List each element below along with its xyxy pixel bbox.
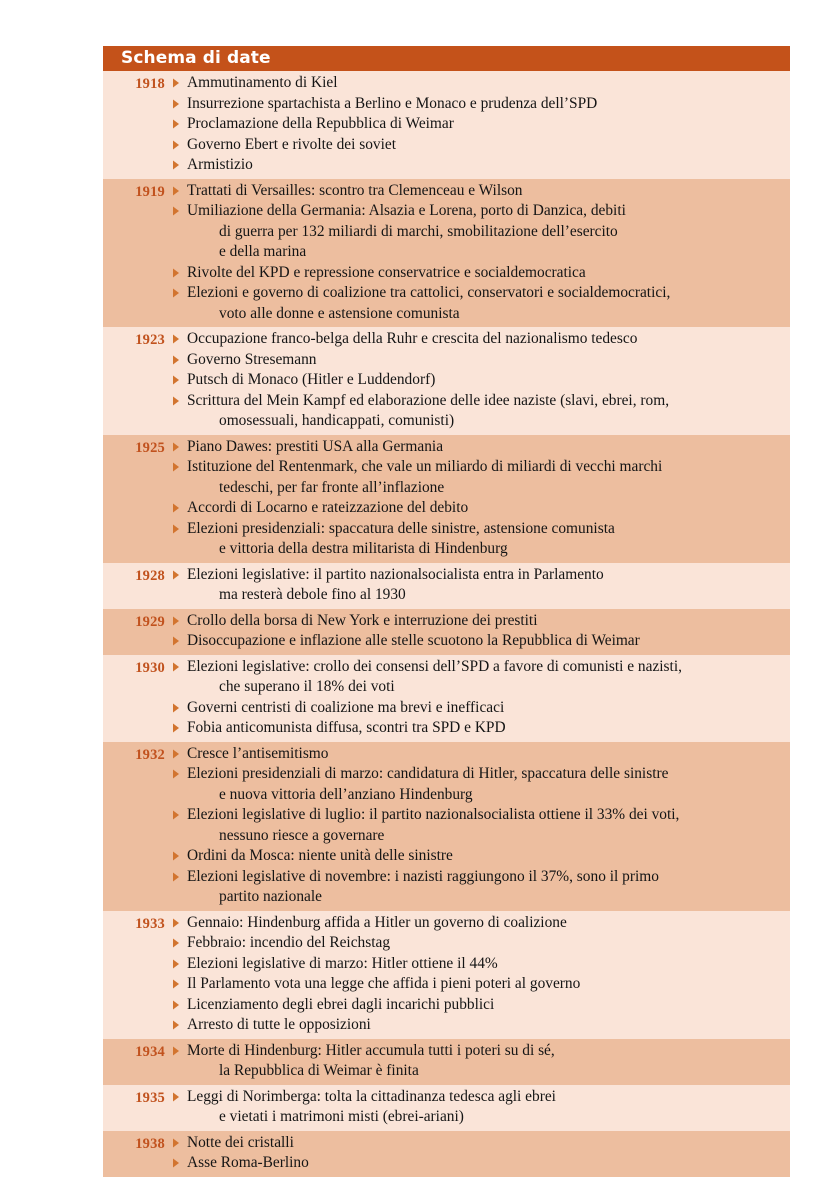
- table-header-bar: [103, 46, 790, 71]
- event-list: [165, 565, 790, 606]
- list-item: [165, 370, 790, 391]
- event-line: Elezioni presidenziali di marzo: candidatura di Hitler, spaccatura delle sinistre: [187, 765, 669, 782]
- event-line: Asse Roma-Berlino: [187, 1154, 309, 1171]
- triangle-right-icon: [165, 263, 187, 284]
- timeline-row: [103, 435, 790, 563]
- event-line-continuation: partito nazionale: [219, 888, 322, 905]
- triangle-right-icon: [165, 201, 187, 222]
- list-item: [165, 201, 790, 263]
- triangle-right-icon: [165, 1133, 187, 1154]
- list-item: [165, 611, 790, 632]
- event-line: Cresce l’antisemitismo: [187, 744, 329, 762]
- event-line: Licenziamento degli ebrei dagli incarichi pubblici: [187, 995, 495, 1013]
- event-line: Istituzione del Rentenmark, che vale un miliardo di miliardi di vecchi marchi: [187, 458, 663, 475]
- list-item: [165, 846, 790, 867]
- triangle-right-icon: [165, 135, 187, 156]
- event-line: Insurrezione spartachista a Berlino e Monaco e prudenza dell’SPD: [187, 94, 598, 112]
- triangle-right-icon: [165, 744, 187, 765]
- year-label: 1928: [135, 567, 165, 584]
- triangle-right-icon: [165, 437, 187, 458]
- event-text: [187, 519, 790, 560]
- timeline-row: [103, 655, 790, 742]
- event-list: [165, 744, 790, 908]
- event-line: Armistizio: [187, 156, 253, 173]
- event-line-continuation: e nuova vittoria dell’anziano Hindenburg: [219, 785, 473, 803]
- event-line-continuation: la Repubblica di Weimar è finita: [219, 1062, 419, 1079]
- event-line-continuation: e della marina: [219, 243, 307, 260]
- event-line: Ordini da Mosca: niente unità delle sinistre: [187, 847, 453, 864]
- timeline-rows: [103, 71, 790, 1177]
- list-item: [165, 498, 790, 519]
- year-label: 1929: [135, 613, 165, 630]
- event-text: [187, 1041, 790, 1082]
- list-item: [165, 519, 790, 560]
- timeline-row: [103, 1039, 790, 1085]
- list-item: [165, 913, 790, 934]
- timeline-row: [103, 563, 790, 609]
- triangle-right-icon: [165, 1087, 187, 1108]
- event-line: Disoccupazione e inflazione alle stelle scuotono la Repubblica di Weimar: [187, 632, 640, 649]
- timeline-row: [103, 179, 790, 328]
- list-item: [165, 718, 790, 739]
- event-line: Elezioni presidenziali: spaccatura delle sinistre, astensione comunista: [187, 519, 615, 537]
- event-line-continuation: e vittoria della destra militarista di Hindenburg: [219, 540, 508, 557]
- triangle-right-icon: [165, 805, 187, 826]
- event-text: [187, 867, 790, 908]
- event-text: [187, 283, 790, 324]
- event-line: Putsch di Monaco (Hitler e Luddendorf): [187, 371, 436, 388]
- event-text: [187, 933, 790, 954]
- event-text: [187, 1015, 790, 1036]
- event-list: [165, 611, 790, 652]
- list-item: [165, 391, 790, 432]
- triangle-right-icon: [165, 974, 187, 995]
- year-label: 1932: [135, 746, 165, 763]
- event-list: [165, 1087, 790, 1128]
- year-label: 1938: [135, 1135, 165, 1152]
- list-item: [165, 181, 790, 202]
- event-text: [187, 498, 790, 519]
- triangle-right-icon: [165, 181, 187, 202]
- triangle-right-icon: [165, 1041, 187, 1062]
- event-text: [187, 631, 790, 652]
- list-item: [165, 995, 790, 1016]
- event-line-continuation: omosessuali, handicappati, comunisti): [219, 412, 455, 429]
- event-text: [187, 657, 790, 698]
- triangle-right-icon: [165, 867, 187, 888]
- event-line: Governi centristi di coalizione ma brevi e inefficaci: [187, 698, 505, 716]
- triangle-right-icon: [165, 846, 187, 867]
- list-item: [165, 1015, 790, 1036]
- year-label: 1919: [135, 183, 165, 200]
- triangle-right-icon: [165, 155, 187, 176]
- event-text: [187, 764, 790, 805]
- event-text: [187, 135, 790, 156]
- event-list: [165, 913, 790, 1036]
- event-line: Crollo della borsa di New York e interruzione dei prestiti: [187, 611, 538, 629]
- event-text: [187, 995, 790, 1016]
- triangle-right-icon: [165, 764, 187, 785]
- year-label: 1933: [135, 915, 165, 932]
- list-item: [165, 565, 790, 606]
- event-line: Governo Ebert e rivolte dei soviet: [187, 135, 396, 153]
- event-text: [187, 1153, 790, 1174]
- timeline-row: [103, 911, 790, 1039]
- event-line-continuation: e vietati i matrimoni misti (ebrei-ariani): [219, 1108, 464, 1125]
- event-text: [187, 391, 790, 432]
- event-text: [187, 329, 790, 350]
- triangle-right-icon: [165, 657, 187, 678]
- triangle-right-icon: [165, 350, 187, 371]
- triangle-right-icon: [165, 283, 187, 304]
- list-item: [165, 1041, 790, 1082]
- event-text: [187, 114, 790, 135]
- triangle-right-icon: [165, 631, 187, 652]
- year-label: 1925: [135, 439, 165, 456]
- list-item: [165, 805, 790, 846]
- list-item: [165, 954, 790, 975]
- year-label: 1930: [135, 659, 165, 676]
- timeline-row: [103, 609, 790, 655]
- event-line-continuation: voto alle donne e astensione comunista: [219, 304, 460, 322]
- triangle-right-icon: [165, 698, 187, 719]
- event-line: Elezioni legislative: crollo dei consensi dell’SPD a favore di comunisti e nazisti,: [187, 657, 682, 675]
- event-text: [187, 370, 790, 391]
- list-item: [165, 698, 790, 719]
- list-item: [165, 263, 790, 284]
- list-item: [165, 135, 790, 156]
- event-text: [187, 94, 790, 115]
- event-list: [165, 181, 790, 325]
- event-line: Accordi di Locarno e rateizzazione del debito: [187, 499, 469, 516]
- event-text: [187, 181, 790, 202]
- list-item: [165, 1087, 790, 1128]
- event-line: Leggi di Norimberga: tolta la cittadinanza tedesca agli ebrei: [187, 1087, 556, 1105]
- triangle-right-icon: [165, 565, 187, 586]
- triangle-right-icon: [165, 611, 187, 632]
- event-text: [187, 913, 790, 934]
- event-list: [165, 1133, 790, 1174]
- event-line-continuation: ma resterà debole fino al 1930: [219, 586, 406, 603]
- year-label: 1918: [135, 76, 165, 92]
- event-text: [187, 457, 790, 498]
- event-text: [187, 1133, 790, 1154]
- event-line: Fobia anticomunista diffusa, scontri tra SPD e KPD: [187, 719, 506, 736]
- event-line: Rivolte del KPD e repressione conservatrice e socialdemocratica: [187, 263, 586, 281]
- event-text: [187, 350, 790, 371]
- list-item: [165, 350, 790, 371]
- event-text: [187, 611, 790, 632]
- event-text: [187, 437, 790, 458]
- event-text: [187, 974, 790, 995]
- timeline-row: [103, 1131, 790, 1177]
- list-item: [165, 155, 790, 176]
- event-text: [187, 155, 790, 176]
- triangle-right-icon: [165, 718, 187, 739]
- list-item: [165, 974, 790, 995]
- triangle-right-icon: [165, 913, 187, 934]
- triangle-right-icon: [165, 519, 187, 540]
- page-title: Schema di date: [121, 48, 271, 68]
- event-line-continuation: che superano il 18% dei voti: [219, 678, 395, 695]
- triangle-right-icon: [165, 1153, 187, 1174]
- list-item: [165, 437, 790, 458]
- timeline-row: [103, 742, 790, 911]
- event-text: [187, 73, 790, 94]
- event-line: Elezioni legislative di luglio: il partito nazionalsocialista ottiene il 33% dei voti,: [187, 806, 680, 823]
- triangle-right-icon: [165, 391, 187, 412]
- schema-table: [103, 46, 790, 1177]
- event-line: Ammutinamento di Kiel: [187, 74, 338, 91]
- timeline-row: [103, 1085, 790, 1131]
- event-line: Notte dei cristalli: [187, 1133, 294, 1151]
- event-line: Piano Dawes: prestiti USA alla Germania: [187, 437, 444, 455]
- triangle-right-icon: [165, 933, 187, 954]
- list-item: [165, 933, 790, 954]
- list-item: [165, 744, 790, 765]
- list-item: [165, 457, 790, 498]
- triangle-right-icon: [165, 498, 187, 519]
- event-text: [187, 805, 790, 846]
- event-text: [187, 565, 790, 606]
- timeline-row: [103, 327, 790, 435]
- event-list: [165, 657, 790, 739]
- event-text: [187, 744, 790, 765]
- triangle-right-icon: [165, 114, 187, 135]
- list-item: [165, 764, 790, 805]
- list-item: [165, 1133, 790, 1154]
- triangle-right-icon: [165, 73, 187, 94]
- event-line: Governo Stresemann: [187, 350, 317, 368]
- triangle-right-icon: [165, 94, 187, 115]
- event-line-continuation: di guerra per 132 miliardi di marchi, smobilitazione dell’esercito: [219, 222, 618, 240]
- year-label: 1935: [135, 1089, 165, 1106]
- event-text: [187, 698, 790, 719]
- list-item: [165, 329, 790, 350]
- event-line-continuation: nessuno riesce a governare: [219, 826, 385, 844]
- year-label: 1934: [135, 1043, 165, 1060]
- triangle-right-icon: [165, 457, 187, 478]
- event-line: Umiliazione della Germania: Alsazia e Lorena, porto di Danzica, debiti: [187, 202, 626, 219]
- event-line: Arresto di tutte le opposizioni: [187, 1016, 371, 1033]
- event-line: Elezioni legislative: il partito nazionalsocialista entra in Parlamento: [187, 565, 604, 583]
- event-line: Trattati di Versailles: scontro tra Clemenceau e Wilson: [187, 181, 523, 199]
- event-line-continuation: tedeschi, per far fronte all’inflazione: [219, 478, 445, 496]
- event-text: [187, 846, 790, 867]
- list-item: [165, 73, 790, 94]
- event-line: Elezioni legislative di novembre: i nazisti raggiungono il 37%, sono il primo: [187, 867, 659, 885]
- event-list: [165, 437, 790, 560]
- event-line: Proclamazione della Repubblica di Weimar: [187, 115, 454, 132]
- event-text: [187, 1087, 790, 1128]
- event-line: Occupazione franco-belga della Ruhr e crescita del nazionalismo tedesco: [187, 330, 638, 347]
- event-line: Il Parlamento vota una legge che affida i pieni poteri al governo: [187, 975, 581, 992]
- event-text: [187, 954, 790, 975]
- list-item: [165, 631, 790, 652]
- year-label: 1923: [135, 332, 165, 348]
- event-line: Morte di Hindenburg: Hitler accumula tutti i poteri su di sé,: [187, 1041, 555, 1059]
- event-text: [187, 263, 790, 284]
- list-item: [165, 657, 790, 698]
- event-text: [187, 201, 790, 263]
- event-text: [187, 718, 790, 739]
- timeline-row: [103, 71, 790, 179]
- triangle-right-icon: [165, 995, 187, 1016]
- list-item: [165, 867, 790, 908]
- event-list: [165, 1041, 790, 1082]
- event-list: [165, 329, 790, 432]
- event-line: Gennaio: Hindenburg affida a Hitler un governo di coalizione: [187, 913, 567, 931]
- event-line: Scrittura del Mein Kampf ed elaborazione delle idee naziste (slavi, ebrei, rom,: [187, 391, 670, 409]
- event-list: [165, 73, 790, 176]
- event-line: Febbraio: incendio del Reichstag: [187, 934, 391, 951]
- triangle-right-icon: [165, 1015, 187, 1036]
- event-line: Elezioni legislative di marzo: Hitler ottiene il 44%: [187, 954, 498, 972]
- triangle-right-icon: [165, 329, 187, 350]
- triangle-right-icon: [165, 370, 187, 391]
- triangle-right-icon: [165, 954, 187, 975]
- list-item: [165, 114, 790, 135]
- list-item: [165, 283, 790, 324]
- event-line: Elezioni e governo di coalizione tra cattolici, conservatori e socialdemocratici,: [187, 284, 671, 301]
- list-item: [165, 1153, 790, 1174]
- list-item: [165, 94, 790, 115]
